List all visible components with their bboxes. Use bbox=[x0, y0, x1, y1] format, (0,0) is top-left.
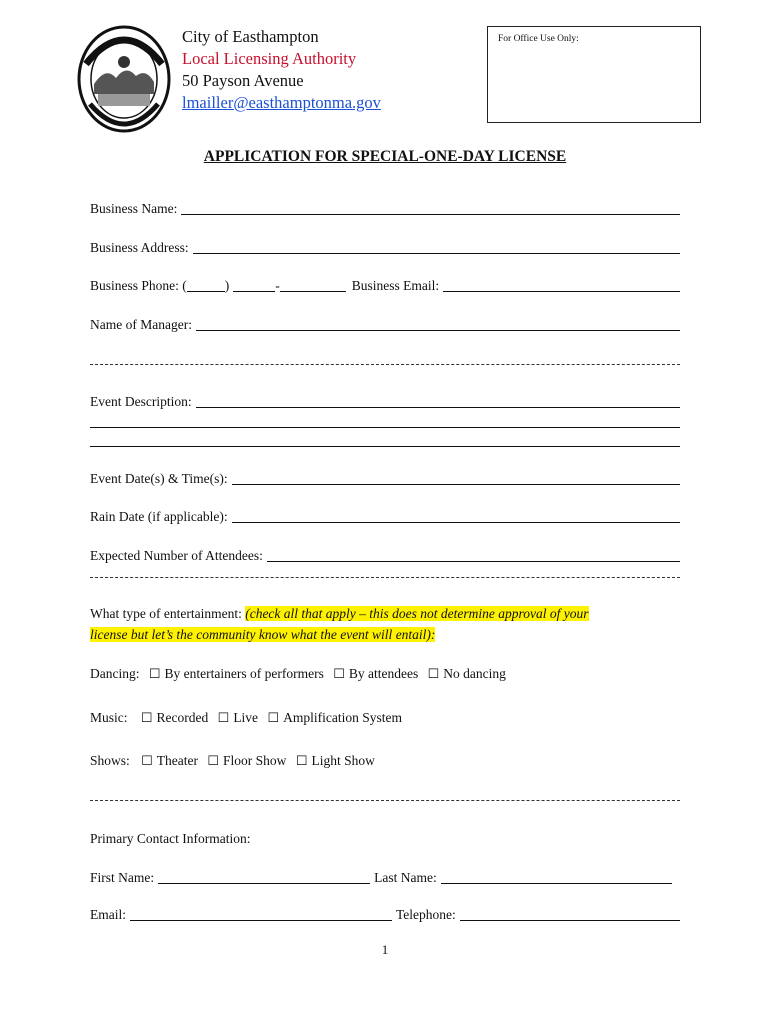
rain-date-label: Rain Date (if applicable): bbox=[90, 509, 228, 524]
entertainment-note-line-2: license but let’s the community know what the event will entail): bbox=[90, 627, 436, 642]
event-description-field[interactable] bbox=[196, 394, 680, 408]
business-address-field[interactable] bbox=[193, 240, 680, 254]
section-divider bbox=[90, 364, 680, 365]
music-live-checkbox[interactable]: ☐ bbox=[217, 710, 230, 725]
rain-date-field[interactable] bbox=[232, 509, 680, 523]
business-email-label: Business Email: bbox=[351, 278, 440, 293]
music-recorded-checkbox[interactable]: ☐ bbox=[140, 710, 153, 725]
music-row bbox=[90, 709, 402, 727]
authority-name: Local Licensing Authority bbox=[182, 49, 357, 68]
phone-prefix-field[interactable] bbox=[233, 278, 275, 292]
form-title: APPLICATION FOR SPECIAL-ONE-DAY LICENSE bbox=[203, 148, 567, 165]
phone-paren: ) bbox=[224, 278, 230, 293]
shows-floor-checkbox[interactable]: ☐ bbox=[207, 753, 220, 768]
telephone-field[interactable] bbox=[460, 907, 680, 921]
dancing-option-label: By entertainers of performers bbox=[164, 666, 324, 681]
primary-contact-heading: Primary Contact Information: bbox=[90, 831, 251, 846]
contact-email-row bbox=[90, 906, 680, 924]
telephone-label: Telephone: bbox=[396, 907, 456, 922]
event-dates-row bbox=[90, 470, 680, 488]
office-use-label: For Office Use Only: bbox=[498, 34, 579, 44]
dancing-label: Dancing: bbox=[90, 666, 140, 681]
business-address-row bbox=[90, 239, 680, 257]
business-email-field[interactable] bbox=[443, 278, 680, 292]
shows-theater-checkbox[interactable]: ☐ bbox=[141, 753, 153, 768]
no-dancing-checkbox[interactable]: ☐ bbox=[427, 666, 440, 681]
business-phone-row bbox=[90, 277, 680, 295]
event-description-line-3[interactable] bbox=[90, 446, 680, 447]
manager-field[interactable] bbox=[196, 317, 680, 331]
contact-email-link[interactable]: lmailler@easthamptonma.gov bbox=[182, 93, 381, 112]
attendees-label: Expected Number of Attendees: bbox=[90, 548, 263, 563]
contact-email-field[interactable] bbox=[130, 907, 392, 921]
first-name-label: First Name: bbox=[90, 870, 155, 885]
manager-label: Name of Manager: bbox=[90, 317, 192, 332]
phone-line-field[interactable] bbox=[280, 278, 346, 292]
last-name-label: Last Name: bbox=[374, 870, 437, 885]
phone-dash: - bbox=[275, 278, 280, 293]
dancing-option-label: No dancing bbox=[443, 666, 506, 681]
city-seal-logo bbox=[76, 24, 172, 134]
business-name-field[interactable] bbox=[181, 201, 680, 215]
entertainment-question-label: What type of entertainment: bbox=[90, 606, 246, 621]
street-address: 50 Payson Avenue bbox=[182, 71, 304, 90]
contact-name-row bbox=[90, 869, 680, 887]
shows-option-label: Floor Show bbox=[223, 753, 287, 768]
attendees-field[interactable] bbox=[267, 548, 680, 562]
business-phone-label: Business Phone: ( bbox=[90, 278, 187, 293]
business-address-label: Business Address: bbox=[90, 240, 189, 255]
shows-option-label: Light Show bbox=[311, 753, 375, 768]
manager-row bbox=[90, 316, 680, 334]
event-dates-field[interactable] bbox=[232, 471, 680, 485]
event-description-label: Event Description: bbox=[90, 394, 192, 409]
page-number: 1 bbox=[381, 942, 389, 957]
shows-option-label: Theater bbox=[156, 753, 199, 768]
section-divider bbox=[90, 800, 680, 801]
shows-row bbox=[90, 752, 375, 770]
shows-light-checkbox[interactable]: ☐ bbox=[295, 753, 308, 768]
dancing-option-label: By attendees bbox=[348, 666, 419, 681]
dancing-attendees-checkbox[interactable]: ☐ bbox=[333, 666, 345, 681]
contact-email-label: Email: bbox=[90, 907, 126, 922]
dancing-entertainers-checkbox[interactable]: ☐ bbox=[148, 666, 161, 681]
rain-date-row bbox=[90, 508, 680, 526]
shows-label: Shows: bbox=[90, 753, 130, 768]
music-option-label: Live bbox=[233, 710, 259, 725]
first-name-field[interactable] bbox=[158, 870, 370, 884]
office-use-box bbox=[487, 26, 701, 123]
business-name-label: Business Name: bbox=[90, 201, 178, 216]
section-divider bbox=[90, 577, 680, 578]
attendees-row bbox=[90, 547, 680, 565]
music-amplification-checkbox[interactable]: ☐ bbox=[267, 710, 280, 725]
event-description-row bbox=[90, 393, 680, 411]
music-option-label: Recorded bbox=[156, 710, 209, 725]
entertainment-note-line-1: (check all that apply – this does not determine approval of your bbox=[245, 606, 589, 621]
event-dates-label: Event Date(s) & Time(s): bbox=[90, 471, 228, 486]
entertainment-note bbox=[90, 626, 435, 644]
city-name: City of Easthampton bbox=[182, 27, 319, 46]
business-name-row bbox=[90, 200, 680, 218]
music-option-label: Amplification System bbox=[283, 710, 402, 725]
last-name-field[interactable] bbox=[441, 870, 672, 884]
phone-area-code-field[interactable] bbox=[187, 278, 225, 292]
music-label: Music: bbox=[90, 710, 128, 725]
event-description-line-2[interactable] bbox=[90, 427, 680, 428]
dancing-row bbox=[90, 665, 506, 683]
entertainment-question bbox=[90, 605, 589, 623]
